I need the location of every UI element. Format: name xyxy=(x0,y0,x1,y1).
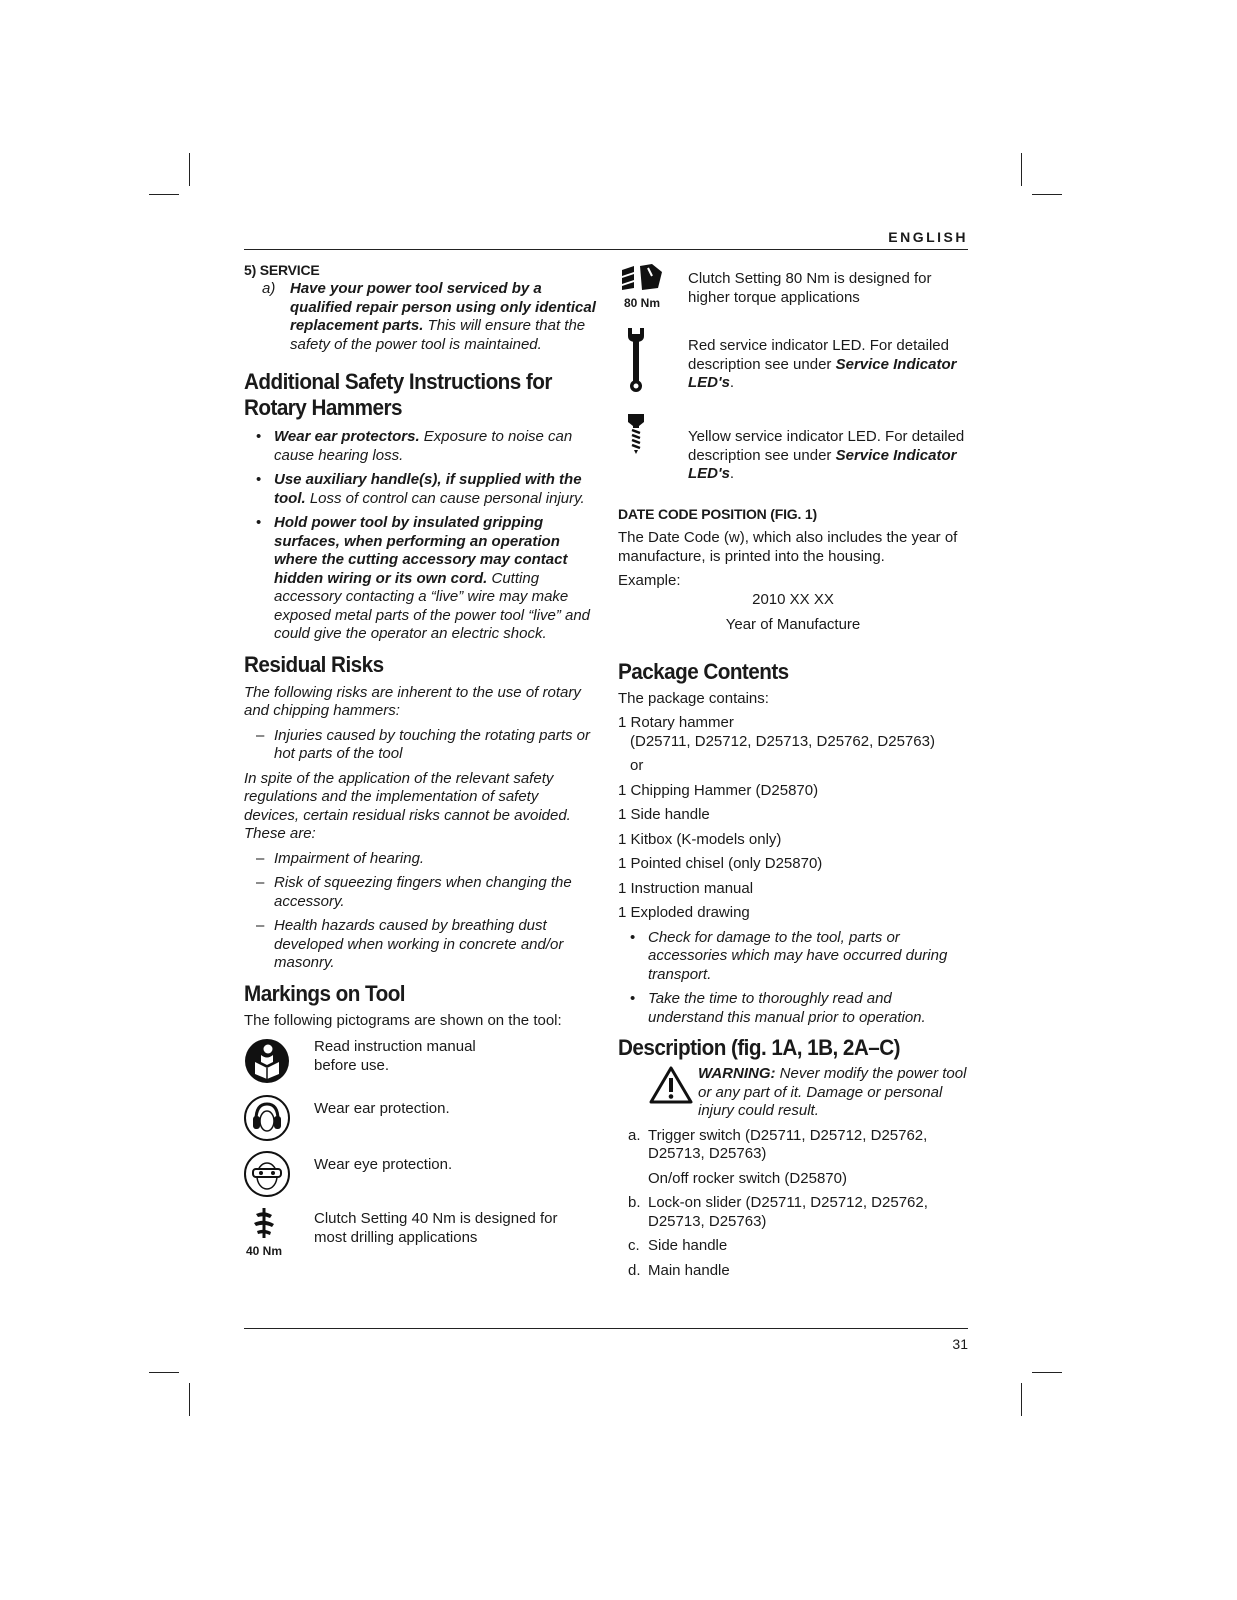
bullet-text: Exposure to noise can cause hearing loss. xyxy=(274,428,573,464)
footer-rule xyxy=(244,1328,968,1329)
warning-icon xyxy=(618,1065,698,1121)
bullet-bold: Use auxiliary handle(s), if supplied with the tool. xyxy=(274,471,582,507)
item-text: Lock-on slider (D25711, D25712, D25762, D25713, D25763) xyxy=(648,1194,928,1230)
markings-intro: The following pictograms are shown on the tool: xyxy=(244,1011,562,1029)
picto-text: Red service indicator LED. For detailed description see under xyxy=(688,337,949,373)
bullet-text: Cutting accessory contacting a “live” wire may make exposed metal parts of the power tool “live” and could give the operator an electric shock. xyxy=(274,569,591,642)
picto-row xyxy=(618,326,970,410)
picto-text-line1: Wear eye protection. xyxy=(314,1156,453,1173)
picto-text-line1: Clutch Setting 40 Nm is designed for xyxy=(314,1210,558,1227)
description-title: Description (fig. 1A, 1B, 2A–C) xyxy=(618,1035,900,1060)
crop-mark xyxy=(1032,194,1062,195)
crop-mark xyxy=(149,1372,179,1373)
picto-row xyxy=(244,1206,596,1258)
list-item xyxy=(244,428,596,465)
list-item: 1 Pointed chisel (only D25870) xyxy=(618,855,823,872)
residual-intro: The following risks are inherent to the use of rotary and chipping hammers: xyxy=(244,683,581,719)
list-item xyxy=(618,1194,970,1231)
datecode-example-label: Example: xyxy=(618,572,681,589)
crop-mark xyxy=(149,194,179,195)
item-text: Main handle xyxy=(648,1261,730,1279)
additional-title-line1: Additional Safety Instructions for xyxy=(244,369,552,394)
list-item: • Check for damage to the tool, parts or accessories which may have occurred during transport. xyxy=(618,929,970,985)
datecode-heading: DATE CODE POSITION (FIG. 1) xyxy=(618,506,817,522)
list-item: 1 Exploded drawing xyxy=(618,904,750,921)
list-item: 1 Chipping Hammer (D25870) xyxy=(618,781,819,799)
datecode-text: The Date Code (w), which also includes the year of manufacture, is printed into the housing. xyxy=(618,529,958,565)
crop-mark xyxy=(1021,153,1022,186)
crop-mark xyxy=(1021,1383,1022,1416)
item-letter xyxy=(618,1170,648,1189)
warning-bold: WARNING: xyxy=(698,1065,776,1082)
item-text: Side handle xyxy=(648,1237,728,1254)
service-item-label: a) xyxy=(262,280,276,297)
read-manual-icon xyxy=(244,1038,314,1084)
picto-text-end: . xyxy=(729,374,735,391)
additional-title-line2: Rotary Hammers xyxy=(244,395,402,420)
list-item: 1 Instruction manual xyxy=(618,879,754,897)
bullet-bold: Wear ear protectors. xyxy=(274,428,420,445)
left-column xyxy=(244,262,596,1258)
clutch-80-label: 80 Nm xyxy=(623,296,661,310)
language-label: ENGLISH xyxy=(888,229,968,245)
picto-row xyxy=(244,1150,596,1202)
list-item: – Health hazards caused by breathing dust developed when working in concrete and/or masonry. xyxy=(244,917,596,973)
service-item-text: This will ensure that the safety of the power tool is maintained. xyxy=(290,317,586,353)
list-item: or xyxy=(630,757,644,774)
residual-title: Residual Risks xyxy=(244,651,384,677)
residual-list xyxy=(244,727,596,764)
package-intro: The package contains: xyxy=(618,689,769,707)
picto-text-line1: Clutch Setting 80 Nm is designed for xyxy=(688,270,932,287)
right-column xyxy=(618,262,970,1286)
list-item: (D25711, D25712, D25713, D25762, D25763) xyxy=(630,732,935,750)
package-bullets xyxy=(618,929,970,1028)
package-list xyxy=(618,714,970,923)
drill-bit-icon xyxy=(618,410,688,454)
page-number: 31 xyxy=(952,1336,968,1352)
list-item: – Risk of squeezing fingers when changing the accessory. xyxy=(244,874,596,911)
service-item xyxy=(244,280,596,354)
picto-row xyxy=(244,1038,596,1090)
ear-protection-icon xyxy=(244,1094,314,1142)
crop-mark xyxy=(1032,1372,1062,1373)
item-text: On/off rocker switch (D25870) xyxy=(648,1169,847,1187)
list-item: 1 Side handle xyxy=(618,806,710,823)
datecode-code: 2010 XX XX xyxy=(752,590,834,608)
list-item: 1 Rotary hammer xyxy=(618,714,734,731)
list-item xyxy=(618,1237,970,1256)
service-item-bold: Have your power tool serviced by a qualified repair person using only identical replacement parts. xyxy=(290,280,596,334)
warning-text: Never modify the power tool or any part of it. Damage or personal injury could result. xyxy=(698,1065,967,1119)
picto-text-line1: Wear ear protection. xyxy=(314,1100,450,1117)
markings-title: Markings on Tool xyxy=(244,980,405,1006)
list-item xyxy=(244,471,596,508)
item-text: Trigger switch (D25711, D25712, D25762, D25713, D25763) xyxy=(648,1126,928,1162)
clutch-40-icon xyxy=(244,1206,314,1258)
list-item xyxy=(244,514,596,644)
picto-text-end: . xyxy=(729,465,735,482)
residual-paragraph: In spite of the application of the relevant safety regulations and the implementation of safety devices, certain residual risks cannot be avoided. These are: xyxy=(244,769,571,842)
picto-row xyxy=(244,1094,596,1146)
picto-text-line2: before use. xyxy=(314,1056,390,1074)
picto-text-bold: Service Indicator LED's xyxy=(688,446,957,482)
header-rule xyxy=(244,249,968,250)
wrench-icon xyxy=(618,326,688,394)
item-letter: c. xyxy=(628,1237,640,1254)
list-item: – Injuries caused by touching the rotating parts or hot parts of the tool xyxy=(244,727,596,764)
eye-protection-icon xyxy=(244,1150,314,1198)
list-item xyxy=(618,1170,970,1189)
additional-list xyxy=(244,428,596,644)
crop-mark xyxy=(189,153,190,186)
service-heading: 5) SERVICE xyxy=(244,262,320,278)
datecode-caption: Year of Manufacture xyxy=(725,616,861,633)
package-title: Package Contents xyxy=(618,658,789,684)
item-letter: d. xyxy=(628,1261,641,1279)
picto-text: Yellow service indicator LED. For detailed description see under xyxy=(688,428,965,464)
list-item: • Take the time to thoroughly read and understand this manual prior to operation. xyxy=(618,990,970,1027)
list-item: 1 Kitbox (K-models only) xyxy=(618,830,782,848)
list-item xyxy=(618,1262,970,1281)
bullet-text: Loss of control can cause personal injury. xyxy=(305,489,585,507)
clutch-80-icon xyxy=(618,262,688,310)
picto-row xyxy=(618,410,970,488)
warning-block xyxy=(618,1065,970,1121)
item-letter: a. xyxy=(628,1126,641,1144)
list-item xyxy=(618,1127,970,1164)
picto-text-line1: Read instruction manual xyxy=(314,1038,476,1055)
clutch-40-label: 40 Nm xyxy=(245,1244,283,1258)
bullet-bold: Hold power tool by insulated gripping surfaces, when performing an operation where the cutting accessory may contact hidden wiring or its own cord. xyxy=(274,514,568,587)
crop-mark xyxy=(189,1383,190,1416)
list-item: – Impairment of hearing. xyxy=(244,850,596,869)
item-letter: b. xyxy=(628,1194,641,1211)
additional-title xyxy=(244,369,568,421)
picto-text-line2: most drilling applications xyxy=(314,1228,478,1246)
residual-risks xyxy=(244,850,596,973)
picto-row xyxy=(618,262,970,326)
picto-text-line2: higher torque applications xyxy=(688,288,860,306)
description-list xyxy=(618,1127,970,1281)
picto-text-bold: Service Indicator LED's xyxy=(688,355,957,391)
